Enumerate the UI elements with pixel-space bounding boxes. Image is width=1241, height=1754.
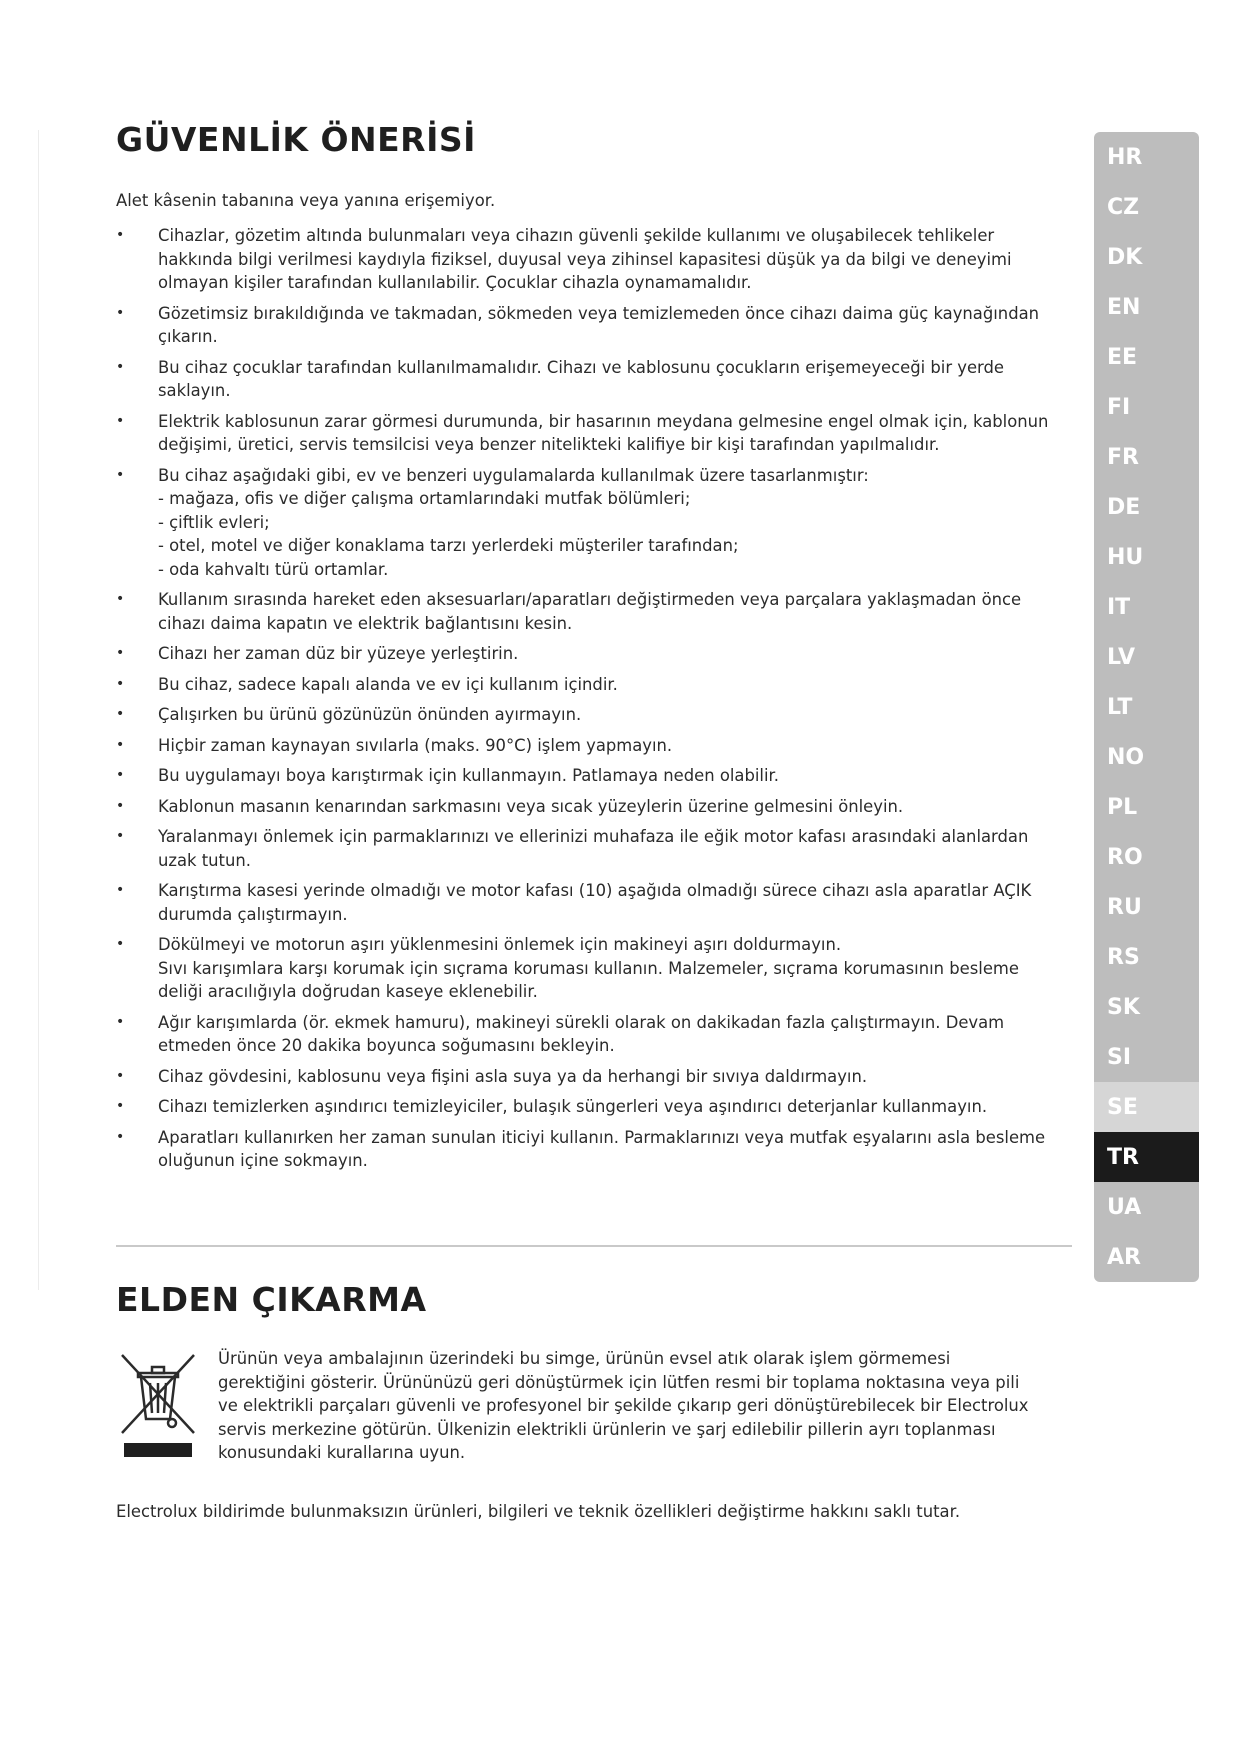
safety-section (116, 120, 1056, 1180)
tab-no[interactable]: NO (1107, 744, 1145, 770)
usage-sub-item: - oda kahvaltı türü ortamlar. (158, 559, 389, 579)
tab-sk[interactable]: SK (1107, 994, 1140, 1020)
tab-fr[interactable]: FR (1107, 444, 1139, 470)
safety-title: GÜVENLİK ÖNERİSİ (116, 120, 476, 159)
tab-hr[interactable]: HR (1107, 144, 1143, 170)
tab-ru[interactable]: RU (1107, 894, 1142, 920)
disposal-text: Ürünün veya ambalajının üzerindeki bu simge, ürünün evsel atık olarak işlem görmemesi gerektiğini gösterir. Ürününüzü geri dönüştürmek için lütfen resmi bir toplama noktasına veya pili ve elektrikli parçaları güvenli ve profesyonel bir şekilde çıkarıp geri dönüştürebilecek bir Electrolux servis merkezine götürün. Ülkenizin elektrikli ürünlerin ve şarj edilebilir pillerin ayrı toplanması konusundaki kurallarına uyun. (218, 1349, 1029, 1462)
tab-se[interactable]: SE (1094, 1082, 1199, 1132)
tab-de[interactable]: DE (1107, 494, 1141, 520)
crossed-out-bin-icon (116, 1347, 200, 1467)
list-item: • Cihazı temizlerken aşındırıcı temizleyiciler, bulaşık süngerleri veya aşındırıcı deterjanlar kullanmayın. (116, 1097, 988, 1116)
list-item: • Elektrik kablosunun zarar görmesi durumunda, bir hasarının meydana gelmesine engel olmak için, kablonun değişimi, üretici, servis temsilcisi veya benzer nitelikteki kalifiye bir kişi tarafından yapılmalıdır. (116, 411, 1049, 454)
list-item: • Bu cihaz, sadece kapalı alanda ve ev içi kullanım içindir. (116, 674, 618, 694)
list-item: • Ağır karışımlarda (ör. ekmek hamuru), makineyi sürekli olarak on dakikadan fazla çalıştırmayın. Devam etmeden önce 20 dakika boyunca soğumasını bekleyin. (116, 1012, 1005, 1055)
list-item: • Cihaz gövdesini, kablosunu veya fişini asla suya ya da herhangi bir sıvıya daldırmayın. (116, 1066, 868, 1086)
disposal-title: ELDEN ÇIKARMA (116, 1280, 427, 1319)
usage-sub-item: - çiftlik evleri; (158, 512, 270, 532)
tab-si[interactable]: SI (1107, 1044, 1132, 1070)
list-item: • Dökülmeyi ve motorun aşırı yüklenmesini önlemek için makineyi aşırı doldurmayın. Sıvı karışımlara karşı korumak için sıçrama koruması kullanın. Malzemeler, sıçrama korumasının besleme deliği aracılığıyla doğrudan kaseye eklenebilir. (116, 933, 1056, 1004)
tab-lv[interactable]: LV (1107, 644, 1136, 670)
list-item: • Yaralanmayı önlemek için parmaklarınızı ve ellerinizi muhafaza ile eğik motor kafası arasındaki alanlardan uzak tutun. (116, 827, 1029, 870)
section-divider (116, 1245, 1072, 1247)
list-item: • Gözetimsiz bırakıldığında ve takmadan, sökmeden veya temizlemeden önce cihazı daima güç kaynağından çıkarın. (116, 303, 1040, 346)
safety-list (116, 224, 1056, 1173)
tab-ro[interactable]: RO (1107, 844, 1143, 870)
page-edge-line (38, 130, 39, 1290)
list-item: • Bu uygulamayı boya karıştırmak için kullanmayın. Patlamaya neden olabilir. (116, 766, 779, 785)
language-tabs (1094, 132, 1199, 1282)
tab-cz[interactable]: CZ (1107, 194, 1140, 220)
usage-sub-item: - mağaza, ofis ve diğer çalışma ortamlarındaki mutfak bölümleri; (158, 489, 691, 508)
list-item: • Hiçbir zaman kaynayan sıvılarla (maks. 90°C) işlem yapmayın. (116, 735, 673, 755)
tab-ee[interactable]: EE (1107, 344, 1138, 370)
tab-dk[interactable]: DK (1107, 244, 1143, 270)
tab-ua[interactable]: UA (1107, 1194, 1142, 1220)
footer-note: Electrolux bildirimde bulunmaksızın ürünleri, bilgileri ve teknik özellikleri değiştirme hakkını saklı tutar. (116, 1502, 961, 1521)
list-item: • Cihazlar, gözetim altında bulunmaları veya cihazın güvenli şekilde kullanımı ve oluşabilecek tehlikeler hakkında bilgi verilmesi kaydıyla fiziksel, duyusal veya zihinsel kapasitesi düşük ya da bilgi ve deneyimi olmayan kişiler tarafından kullanılabilir. Çocuklar cihazla oynamamalıdır. (116, 226, 1012, 292)
overfill-note: Sıvı karışımlara karşı korumak için sıçrama koruması kullanın. Malzemeler, sıçrama korumasının besleme deliği aracılığıyla doğrudan kaseye eklenebilir. (158, 958, 1019, 1001)
list-item: • Bu cihaz aşağıdaki gibi, ev ve benzeri uygulamalarda kullanılmak üzere tasarlanmıştır: - mağaza, ofis ve diğer çalışma ortamlarındaki mutfak bölümleri; - çiftlik evleri; - otel, motel ve diğer konaklama tarzı yerlerdeki müşteriler tarafından; - oda kahvaltı türü ortamlar. (116, 464, 1056, 582)
tab-hu[interactable]: HU (1107, 544, 1144, 570)
tab-fi[interactable]: FI (1107, 394, 1131, 420)
tab-pl[interactable]: PL (1107, 794, 1138, 820)
tab-tr[interactable]: TR (1094, 1132, 1199, 1182)
usage-sub-item: - otel, motel ve diğer konaklama tarzı yerlerdeki müşteriler tarafından; (158, 536, 739, 555)
list-item: • Karıştırma kasesi yerinde olmadığı ve motor kafası (10) aşağıda olmadığı sürece cihazı asla aparatlar AÇIK durumda çalıştırmayın. (116, 881, 1032, 924)
list-item: • Kablonun masanın kenarından sarkmasını veya sıcak yüzeylerin üzerine gelmesini önleyin. (116, 796, 904, 816)
list-item: • Kullanım sırasında hareket eden aksesuarları/aparatları değiştirmeden veya parçalara yaklaşmadan önce cihazı daima kapatın ve elektrik bağlantısını kesin. (116, 590, 1022, 633)
tab-ar[interactable]: AR (1107, 1244, 1141, 1270)
tab-it[interactable]: IT (1107, 594, 1131, 620)
tab-lt[interactable]: LT (1107, 694, 1133, 720)
disposal-section (116, 1280, 1076, 1467)
list-item: • Çalışırken bu ürünü gözünüzün önünden ayırmayın. (116, 705, 582, 724)
list-item: • Cihazı her zaman düz bir yüzeye yerleştirin. (116, 644, 519, 663)
list-item: • Bu cihaz çocuklar tarafından kullanılmamalıdır. Cihazı ve kablosunu çocukların erişemeyeceği bir yerde saklayın. (116, 357, 1004, 400)
tab-rs[interactable]: RS (1107, 944, 1140, 970)
list-item: • Aparatları kullanırken her zaman sunulan iticiyi kullanın. Parmaklarınızı veya mutfak eşyalarını asla besleme oluğunun içine sokmayın. (116, 1127, 1046, 1170)
tab-en[interactable]: EN (1107, 294, 1141, 320)
safety-intro: Alet kâsenin tabanına veya yanına erişemiyor. (116, 191, 496, 210)
